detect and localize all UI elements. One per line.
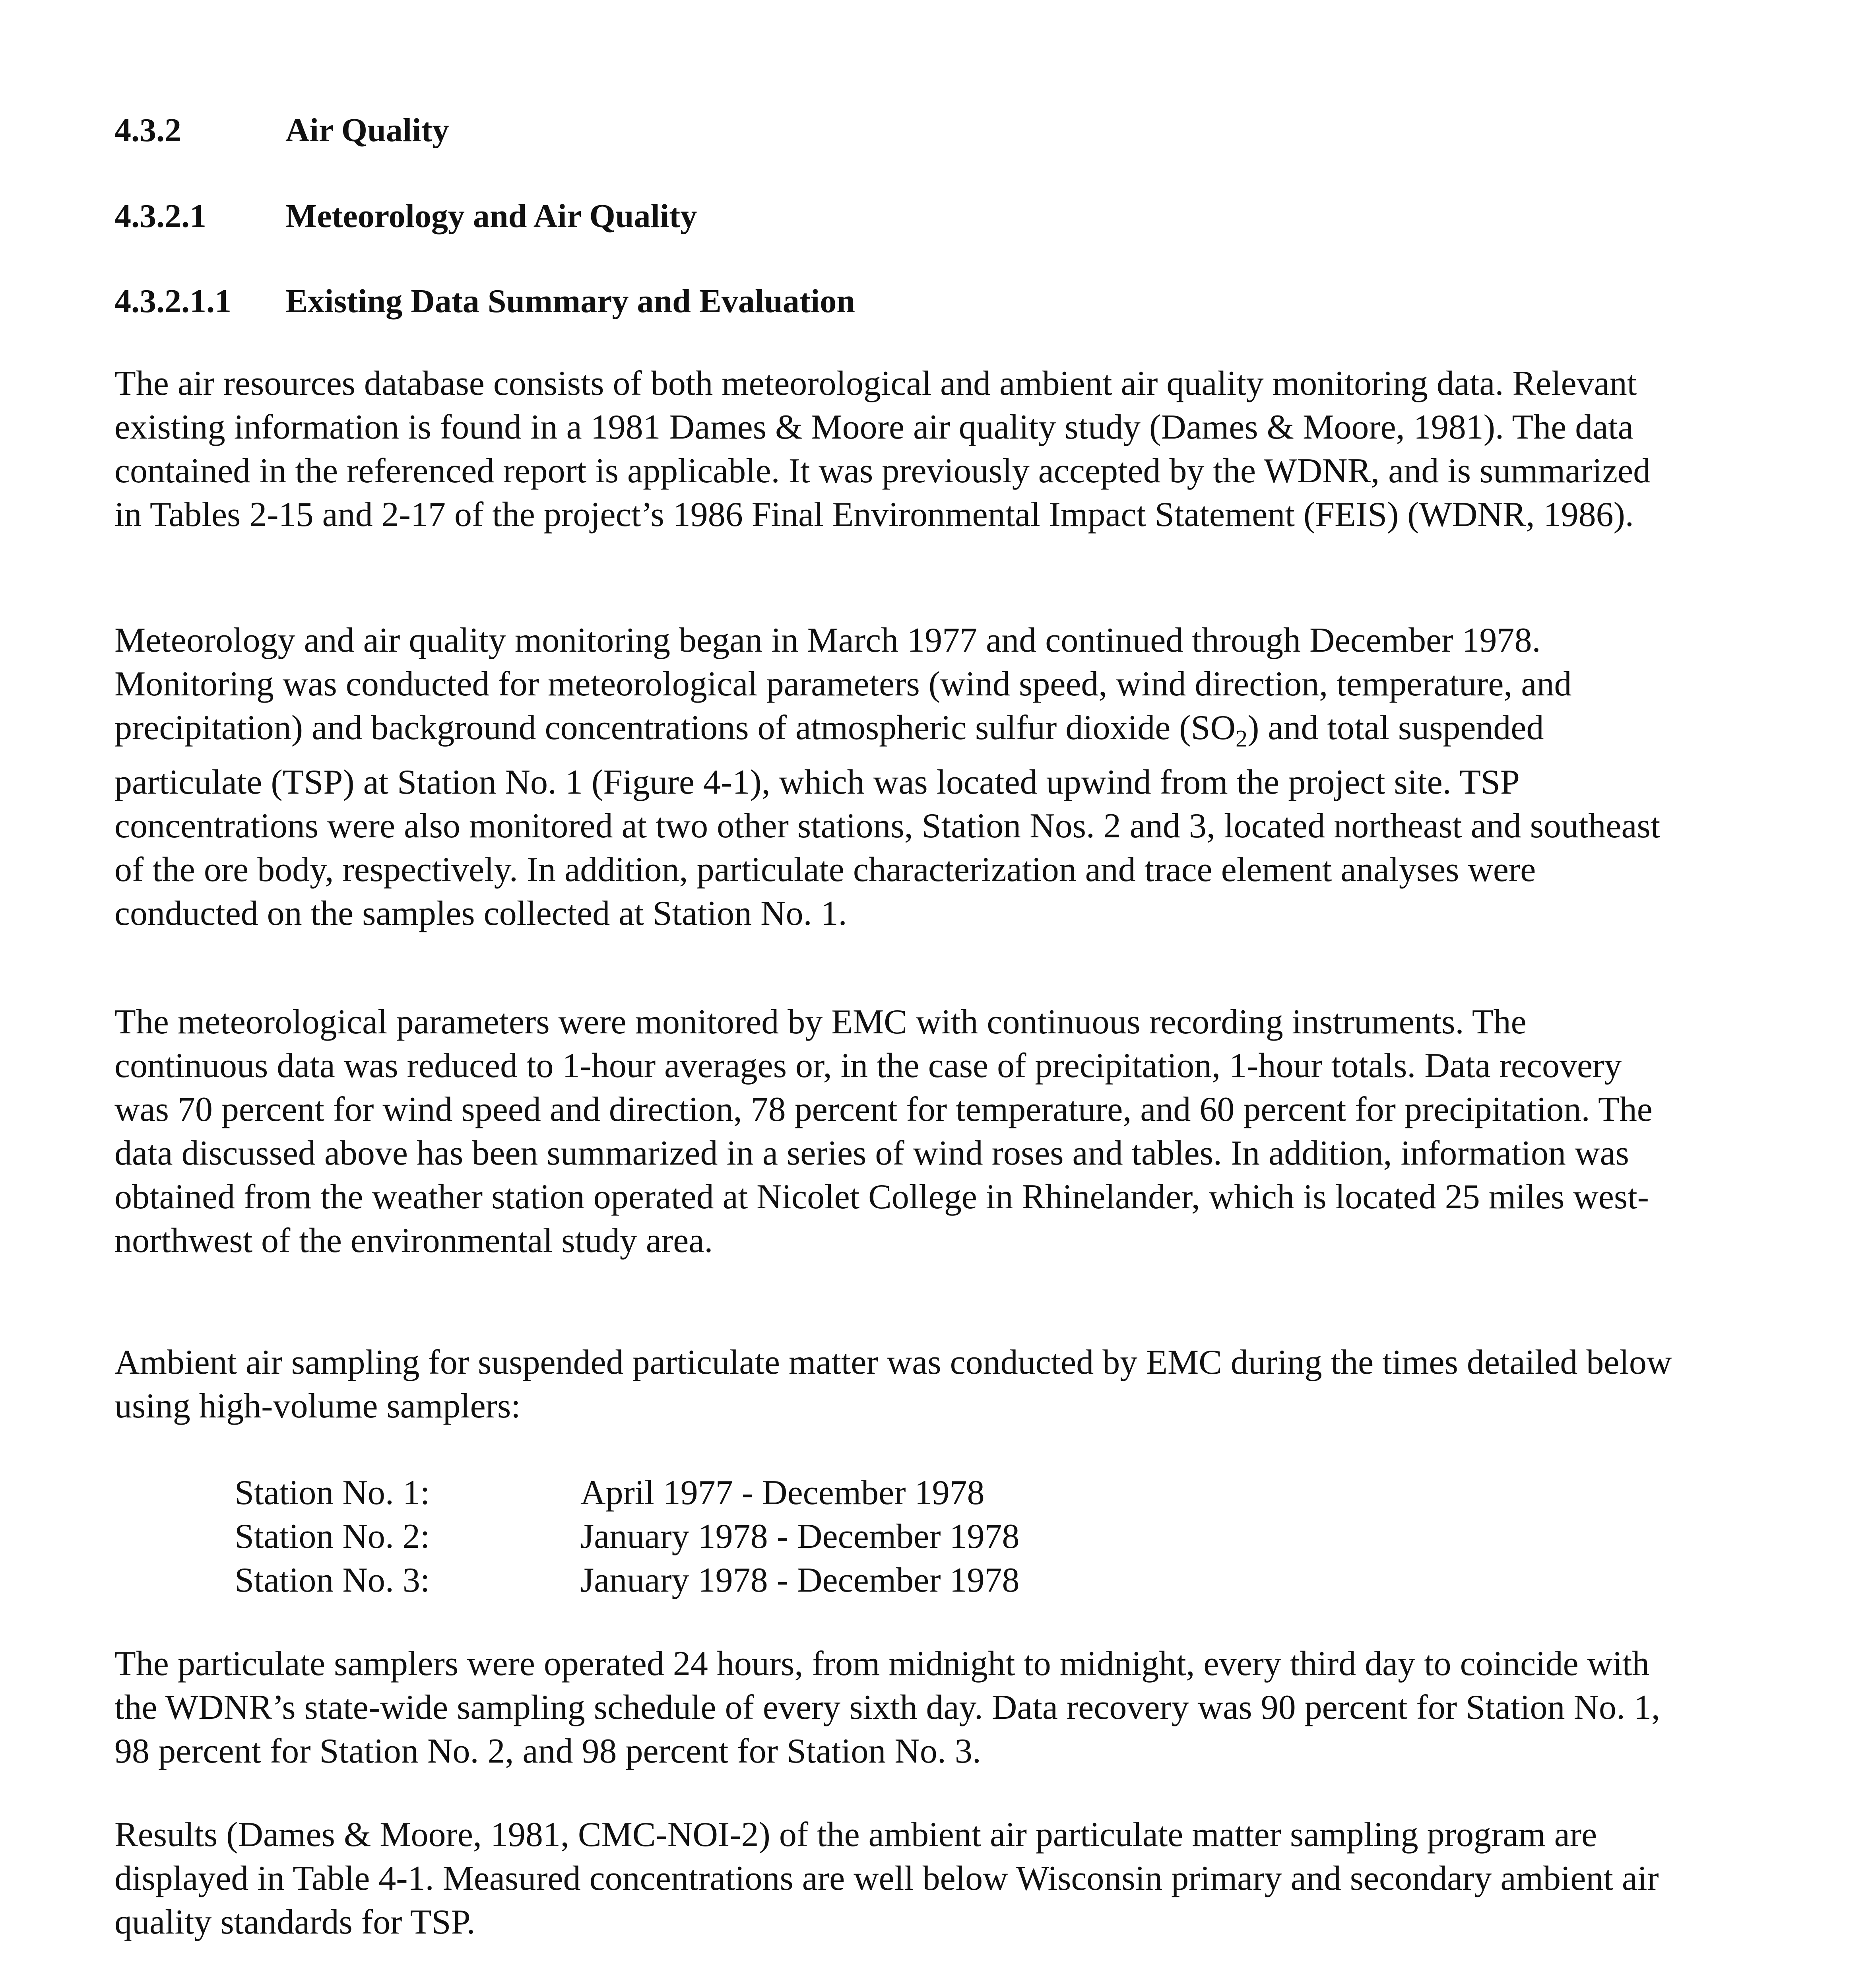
paragraph-text: Meteorology and air quality monitoring began in March 1977 and continued through December 1978. Monitoring was conducted for meteorological parameters (wind speed, wind direction, temperature, and precipitation) and background concentrations of atmospheric sulfur dioxide (SO <box>114 621 1572 747</box>
paragraph-meteorological-parameters: The meteorological parameters were monitored by EMC with continuous recording instruments. The continuous data was reduced to 1-hour averages or, in the case of precipitation, 1-hour totals. Data recovery was 70 percent for wind speed and direction, 78 percent for temperature, and 60 percent for precipitation. The data discussed above has been summarized in a series of wind roses and tables. In addition, information was obtained from the weather station operated at Nicolet College in Rhinelander, which is located 25 miles west-northwest of the environmental study area. <box>114 1003 1653 1260</box>
section-title: Existing Data Summary and Evaluation <box>285 283 855 320</box>
station-label: Station No. 3: <box>235 1561 430 1600</box>
paragraph-monitoring-program <box>114 619 1681 936</box>
station-period: January 1978 - December 1978 <box>580 1561 1020 1600</box>
station-period: April 1977 - December 1978 <box>580 1474 985 1512</box>
paragraph-results: Results (Dames & Moore, 1981, CMC-NOI-2) of the ambient air particulate matter sampling program are displayed in Table 4-1. Measured concentrations are well below Wisconsin primary and secondary ambient air quality standards for TSP. <box>114 1815 1659 1941</box>
section-number: 4.3.2.1.1 <box>114 283 231 320</box>
section-number: 4.3.2.1 <box>114 198 206 235</box>
paragraph-air-resources-database: The air resources database consists of both meteorological and ambient air quality monitoring data. Relevant existing information is found in a 1981 Dames & Moore air quality study (Dames & Moore, 1981). The data contained in the referenced report is applicable. It was previously accepted by the WDNR, and is summarized in Tables 2-15 and 2-17 of the project’s 1986 Final Environmental Impact Statement (FEIS) (WDNR, 1986). <box>114 364 1651 534</box>
section-title: Air Quality <box>285 112 449 149</box>
paragraph-particulate-samplers: The particulate samplers were operated 24 hours, from midnight to midnight, every third day to coincide with the WDNR’s state-wide sampling schedule of every sixth day. Data recovery was 90 percent for Station No. 1, 98 percent for Station No. 2, and 98 percent for Station No. 3. <box>114 1644 1661 1771</box>
station-label: Station No. 1: <box>235 1474 430 1512</box>
paragraph-text: ) and total suspended particulate (TSP) at Station No. 1 (Figure 4-1), which was located upwind from the project site. TSP concentrations were also monitored at two other stations, Station Nos. 2 and 3, located northeast and southeast of the ore body, respectively. In addition, particulate characterization and trace element analyses were conducted on the samples collected at Station No. 1. <box>114 709 1661 933</box>
paragraph-ambient-air-sampling: Ambient air sampling for suspended particulate matter was conducted by EMC during the times detailed below using high-volume samplers: <box>114 1343 1672 1425</box>
subscript: 2 <box>1236 725 1248 752</box>
section-title: Meteorology and Air Quality <box>285 198 697 235</box>
station-period: January 1978 - December 1978 <box>580 1517 1020 1556</box>
station-label: Station No. 2: <box>235 1517 430 1556</box>
section-number: 4.3.2 <box>114 112 181 149</box>
